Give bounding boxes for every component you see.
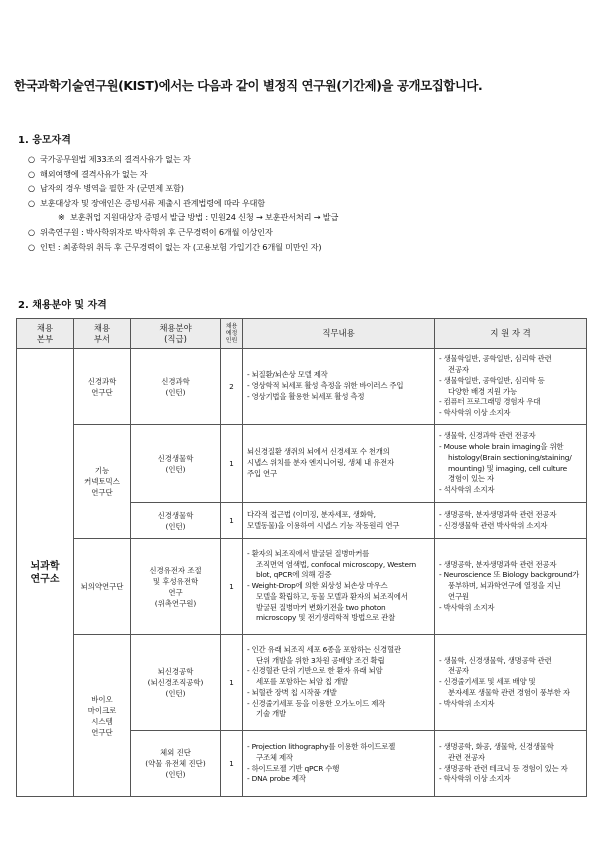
text-line: - 생물학, 신경생물학, 생명공학 관련 <box>439 655 552 665</box>
text-line: 단위 개발을 위한 3차원 공배양 조건 확립 <box>256 655 385 665</box>
text-line: - 학사학위 이상 소지자 <box>439 774 511 784</box>
text-line: 세포를 포함하는 뇌암 칩 개발 <box>256 677 348 687</box>
text-line: - 생물학, 신경과학 관련 전공자 <box>439 431 536 441</box>
recruitment-table <box>16 318 587 797</box>
text-line: - DNA probe 제작 <box>247 774 306 784</box>
text-line: - Neuroscience 또 Biology background가 <box>439 570 580 580</box>
text-line: 조직면역 염색법, confocal microscopy, Western <box>256 559 417 569</box>
text-line: - 생물학일반, 공학일반, 심리학 관련 <box>439 354 552 364</box>
text-line: - 영상기법을 활용한 뇌세포 활성 측정 <box>247 391 365 401</box>
text-line: - 환자의 뇌조직에서 발굴된 질병마커를 <box>247 548 370 558</box>
field-cell <box>131 503 221 539</box>
duties-cell <box>243 349 435 425</box>
qualification-list <box>28 152 588 254</box>
text-line: - 신경줄기세포 및 세포 배양 및 <box>439 677 536 687</box>
text-line: - 뇌질환/뇌손상 모델 제작 <box>247 370 328 380</box>
quals-cell <box>435 731 587 797</box>
text-line: 바이오 <box>91 694 113 704</box>
qualification-text: 위촉연구원 : 박사학위자로 박사학위 후 근무경력이 6개월 이상인자 <box>40 226 273 237</box>
text-line: (직급) <box>164 333 187 344</box>
text-line: 신경유전자 조절 <box>149 565 202 575</box>
qualification-text: 보훈대상자 및 장애인은 증빙서류 제출시 관계법령에 따라 우대함 <box>40 197 265 208</box>
duties-cell <box>243 425 435 503</box>
header-hq <box>17 319 74 349</box>
text-line: 채용 <box>93 322 111 333</box>
page-title: 한국과학기술연구원(KIST)에서는 다음과 같이 별정직 연구원(기간제)을 공개모집합니다. <box>14 78 483 93</box>
text-line: 커넥토믹스 <box>84 477 120 486</box>
text-line: - 생명공학, 분자생명과학 관련 전공자 <box>439 509 557 519</box>
text-line: 기능 <box>94 466 110 475</box>
text-line: (인턴) <box>165 387 186 397</box>
quals-cell <box>435 539 587 635</box>
text-line: 뇌의약연구단 <box>80 582 124 591</box>
text-line: 및 후성유전학 <box>152 576 199 586</box>
header-field <box>131 319 221 349</box>
text-line: 시스템 <box>91 716 113 726</box>
field-cell <box>131 425 221 503</box>
text-line: 모델을 확립하고, 동물 모델과 환자의 뇌조직에서 <box>256 591 408 601</box>
text-line: 뇌신경질환 생쥐의 뇌에서 신경세포 수 천개의 <box>247 447 390 457</box>
quals-cell <box>435 635 587 731</box>
text-line: - 신경혈관 단위 기반으로 한 환자 유래 뇌암 <box>247 666 383 676</box>
text-line: - Mouse whole brain imaging을 위한 <box>439 441 564 451</box>
text-line: (약물 유전체 진단) <box>145 759 206 768</box>
count-cell: 1 <box>221 425 243 503</box>
text-line: 모델동물)을 이용하여 시냅스 기능 작동원리 연구 <box>247 520 400 530</box>
text-line: 예정 <box>225 330 238 337</box>
text-line: 풍부하며, 뇌과학연구에 열정을 지닌 <box>448 581 561 591</box>
text-line: - 생명공학 관련 테크닉 등 경험이 있는 자 <box>439 763 568 773</box>
text-line: 경험이 있는 자 <box>448 474 494 484</box>
text-line: mounting) 및 imaging, cell culture <box>448 463 568 473</box>
bullet-marker: ○ <box>28 168 35 179</box>
count-cell: 1 <box>221 635 243 731</box>
quals-cell <box>435 503 587 539</box>
text-line: (인턴) <box>165 521 186 531</box>
text-line: - 박사학위 소지자 <box>439 698 495 708</box>
text-line: 체외 진단 <box>160 748 191 757</box>
bullet-marker: ○ <box>28 226 35 237</box>
text-line: - 신경줄기세포 등을 이용한 오가노이드 제작 <box>247 698 386 708</box>
text-line: 신경과학 <box>87 376 117 386</box>
text-line: 뇌과학 <box>30 560 60 572</box>
bullet-marker: ○ <box>28 241 35 252</box>
count-cell: 1 <box>221 503 243 539</box>
text-line: (인턴) <box>165 689 186 698</box>
count-cell: 1 <box>221 731 243 797</box>
text-line: - 박사학위 소지자 <box>439 602 495 612</box>
header-dept <box>74 319 131 349</box>
duties-cell <box>243 635 435 731</box>
quals-cell <box>435 425 587 503</box>
dept-cell <box>74 349 131 425</box>
text-line: 연구단 <box>91 488 113 497</box>
table-row <box>17 425 587 503</box>
qualification-note <box>28 210 588 225</box>
text-line: - 생명공학, 화공, 생물학, 신경생물학 <box>439 741 554 751</box>
text-line: 관련 전공자 <box>448 752 485 762</box>
text-line: histology(Brain sectioning/staining/ <box>448 452 572 462</box>
text-line: 본부 <box>36 333 54 344</box>
field-cell <box>131 539 221 635</box>
text-line: - 컴퓨터 프로그래밍 경험자 우대 <box>439 397 541 407</box>
section-heading-qualifications: 1. 응모자격 <box>18 135 71 146</box>
text-line: 시냅스 위치를 분자 엔지니어링, 생체 내 유전자 <box>247 458 394 468</box>
text-line: 연구원 <box>448 591 469 601</box>
text-line: 부서 <box>93 333 111 344</box>
qualification-text: 남자의 경우 병역을 필한 자 (군면제 포함) <box>40 183 184 194</box>
text-line: 다각적 접근법 (이미징, 분자세포, 생화학, <box>247 509 376 519</box>
field-cell <box>131 635 221 731</box>
quals-cell <box>435 349 587 425</box>
text-line: 연구소 <box>30 573 60 585</box>
text-line: (인턴) <box>165 464 186 474</box>
table-row <box>17 635 587 731</box>
duties-cell <box>243 539 435 635</box>
text-line: 뇌신경공학 <box>157 667 194 676</box>
text-line: 채용 <box>225 323 238 330</box>
text-line: 신경생물학 <box>157 510 194 520</box>
dept-cell <box>74 425 131 539</box>
text-line: (뇌신경조직공학) <box>147 678 204 687</box>
text-line: - 영상학적 뇌세포 활성 측정을 위한 바이러스 주입 <box>247 381 404 391</box>
header-duties: 직무내용 <box>243 319 435 349</box>
text-line: 연구 <box>168 587 183 597</box>
section-heading-positions: 2. 채용분야 및 자격 <box>18 300 107 311</box>
header-quals: 지 원 자 격 <box>435 319 587 349</box>
table-row <box>17 539 587 635</box>
qualification-item <box>28 152 588 167</box>
qualification-item <box>28 240 588 255</box>
qualification-item <box>28 167 588 182</box>
text-line: 구조체 제작 <box>256 752 293 762</box>
text-line: (위촉연구원) <box>154 598 197 608</box>
qualification-text: 국가공무원법 제33조의 결격사유가 없는 자 <box>40 154 191 164</box>
text-line: 채용분야 <box>159 322 192 333</box>
text-line: 주입 연구 <box>247 468 277 478</box>
text-line: blot, qPCR에 의해 검증 <box>256 570 332 580</box>
text-line: 발굴된 질병마커 변화기전을 two photon <box>256 602 386 612</box>
bullet-marker: ○ <box>28 154 35 164</box>
table-row <box>17 349 587 425</box>
text-line: - Projection lithography를 이용한 하이드로젤 <box>247 741 396 751</box>
note-marker: ※ <box>58 212 65 223</box>
text-line: - 뇌혈관 장벽 칩 시작품 개발 <box>247 687 337 697</box>
text-line: 전공자 <box>448 666 469 676</box>
dept-cell <box>74 635 131 797</box>
text-line: 기술 개발 <box>256 709 286 719</box>
text-line: 신경생물학 <box>157 453 194 463</box>
bullet-marker: ○ <box>28 197 35 208</box>
count-cell: 1 <box>221 539 243 635</box>
text-line: 연구단 <box>91 727 113 737</box>
text-line: 분자세포 생물학 관련 경험이 풍부한 자 <box>448 687 570 697</box>
text-line: - 생명공학, 분자생명과학 관련 전공자 <box>439 559 557 569</box>
qualification-item <box>28 181 588 196</box>
text-line: - 석사학위 소지자 <box>439 485 495 495</box>
qualification-item <box>28 225 588 240</box>
hq-cell <box>17 349 74 797</box>
qualification-item <box>28 196 588 211</box>
qualification-text: 보훈취업 지원대상자 증명서 발급 방법 : 민원24 신청 → 보훈관서처리 → 발급 <box>70 212 339 223</box>
field-cell <box>131 731 221 797</box>
text-line: - 생물학일반, 공학일반, 심리학 등 <box>439 375 545 385</box>
text-line: - 신경생물학 관련 박사학위 소지자 <box>439 520 548 530</box>
text-line: - 학사학위 이상 소지자 <box>439 408 511 418</box>
qualification-text: 인턴 : 최종학위 취득 후 근무경력이 없는 자 (고용보험 가입기간 6개월 미만인 자) <box>40 241 322 252</box>
text-line: 전공자 <box>448 364 469 374</box>
text-line: (인턴) <box>165 770 186 779</box>
text-line: microscopy 및 전기생리학적 방법으로 관찰 <box>256 613 396 623</box>
qualification-text: 해외여행에 결격사유가 없는 자 <box>40 168 148 179</box>
text-line: 연구단 <box>91 387 113 397</box>
text-line: - Weight-Drop에 의한 외상성 뇌손상 마우스 <box>247 581 388 591</box>
text-line: 신경과학 <box>161 376 190 386</box>
text-line: 채용 <box>36 322 54 333</box>
duties-cell <box>243 731 435 797</box>
text-line: 인원 <box>225 337 238 344</box>
count-cell: 2 <box>221 349 243 425</box>
table-header-row <box>17 319 587 349</box>
field-cell <box>131 349 221 425</box>
text-line: 마이크로 <box>87 705 117 715</box>
text-line: - 인간 유래 뇌조직 세포 6종을 포함하는 신경혈관 <box>247 644 401 654</box>
dept-cell <box>74 539 131 635</box>
text-line: 다양한 배경 지원 가능 <box>448 386 517 396</box>
bullet-marker: ○ <box>28 183 35 194</box>
header-count <box>221 319 243 349</box>
duties-cell <box>243 503 435 539</box>
text-line: - 하이드로젤 기반 qPCR 수행 <box>247 763 340 773</box>
